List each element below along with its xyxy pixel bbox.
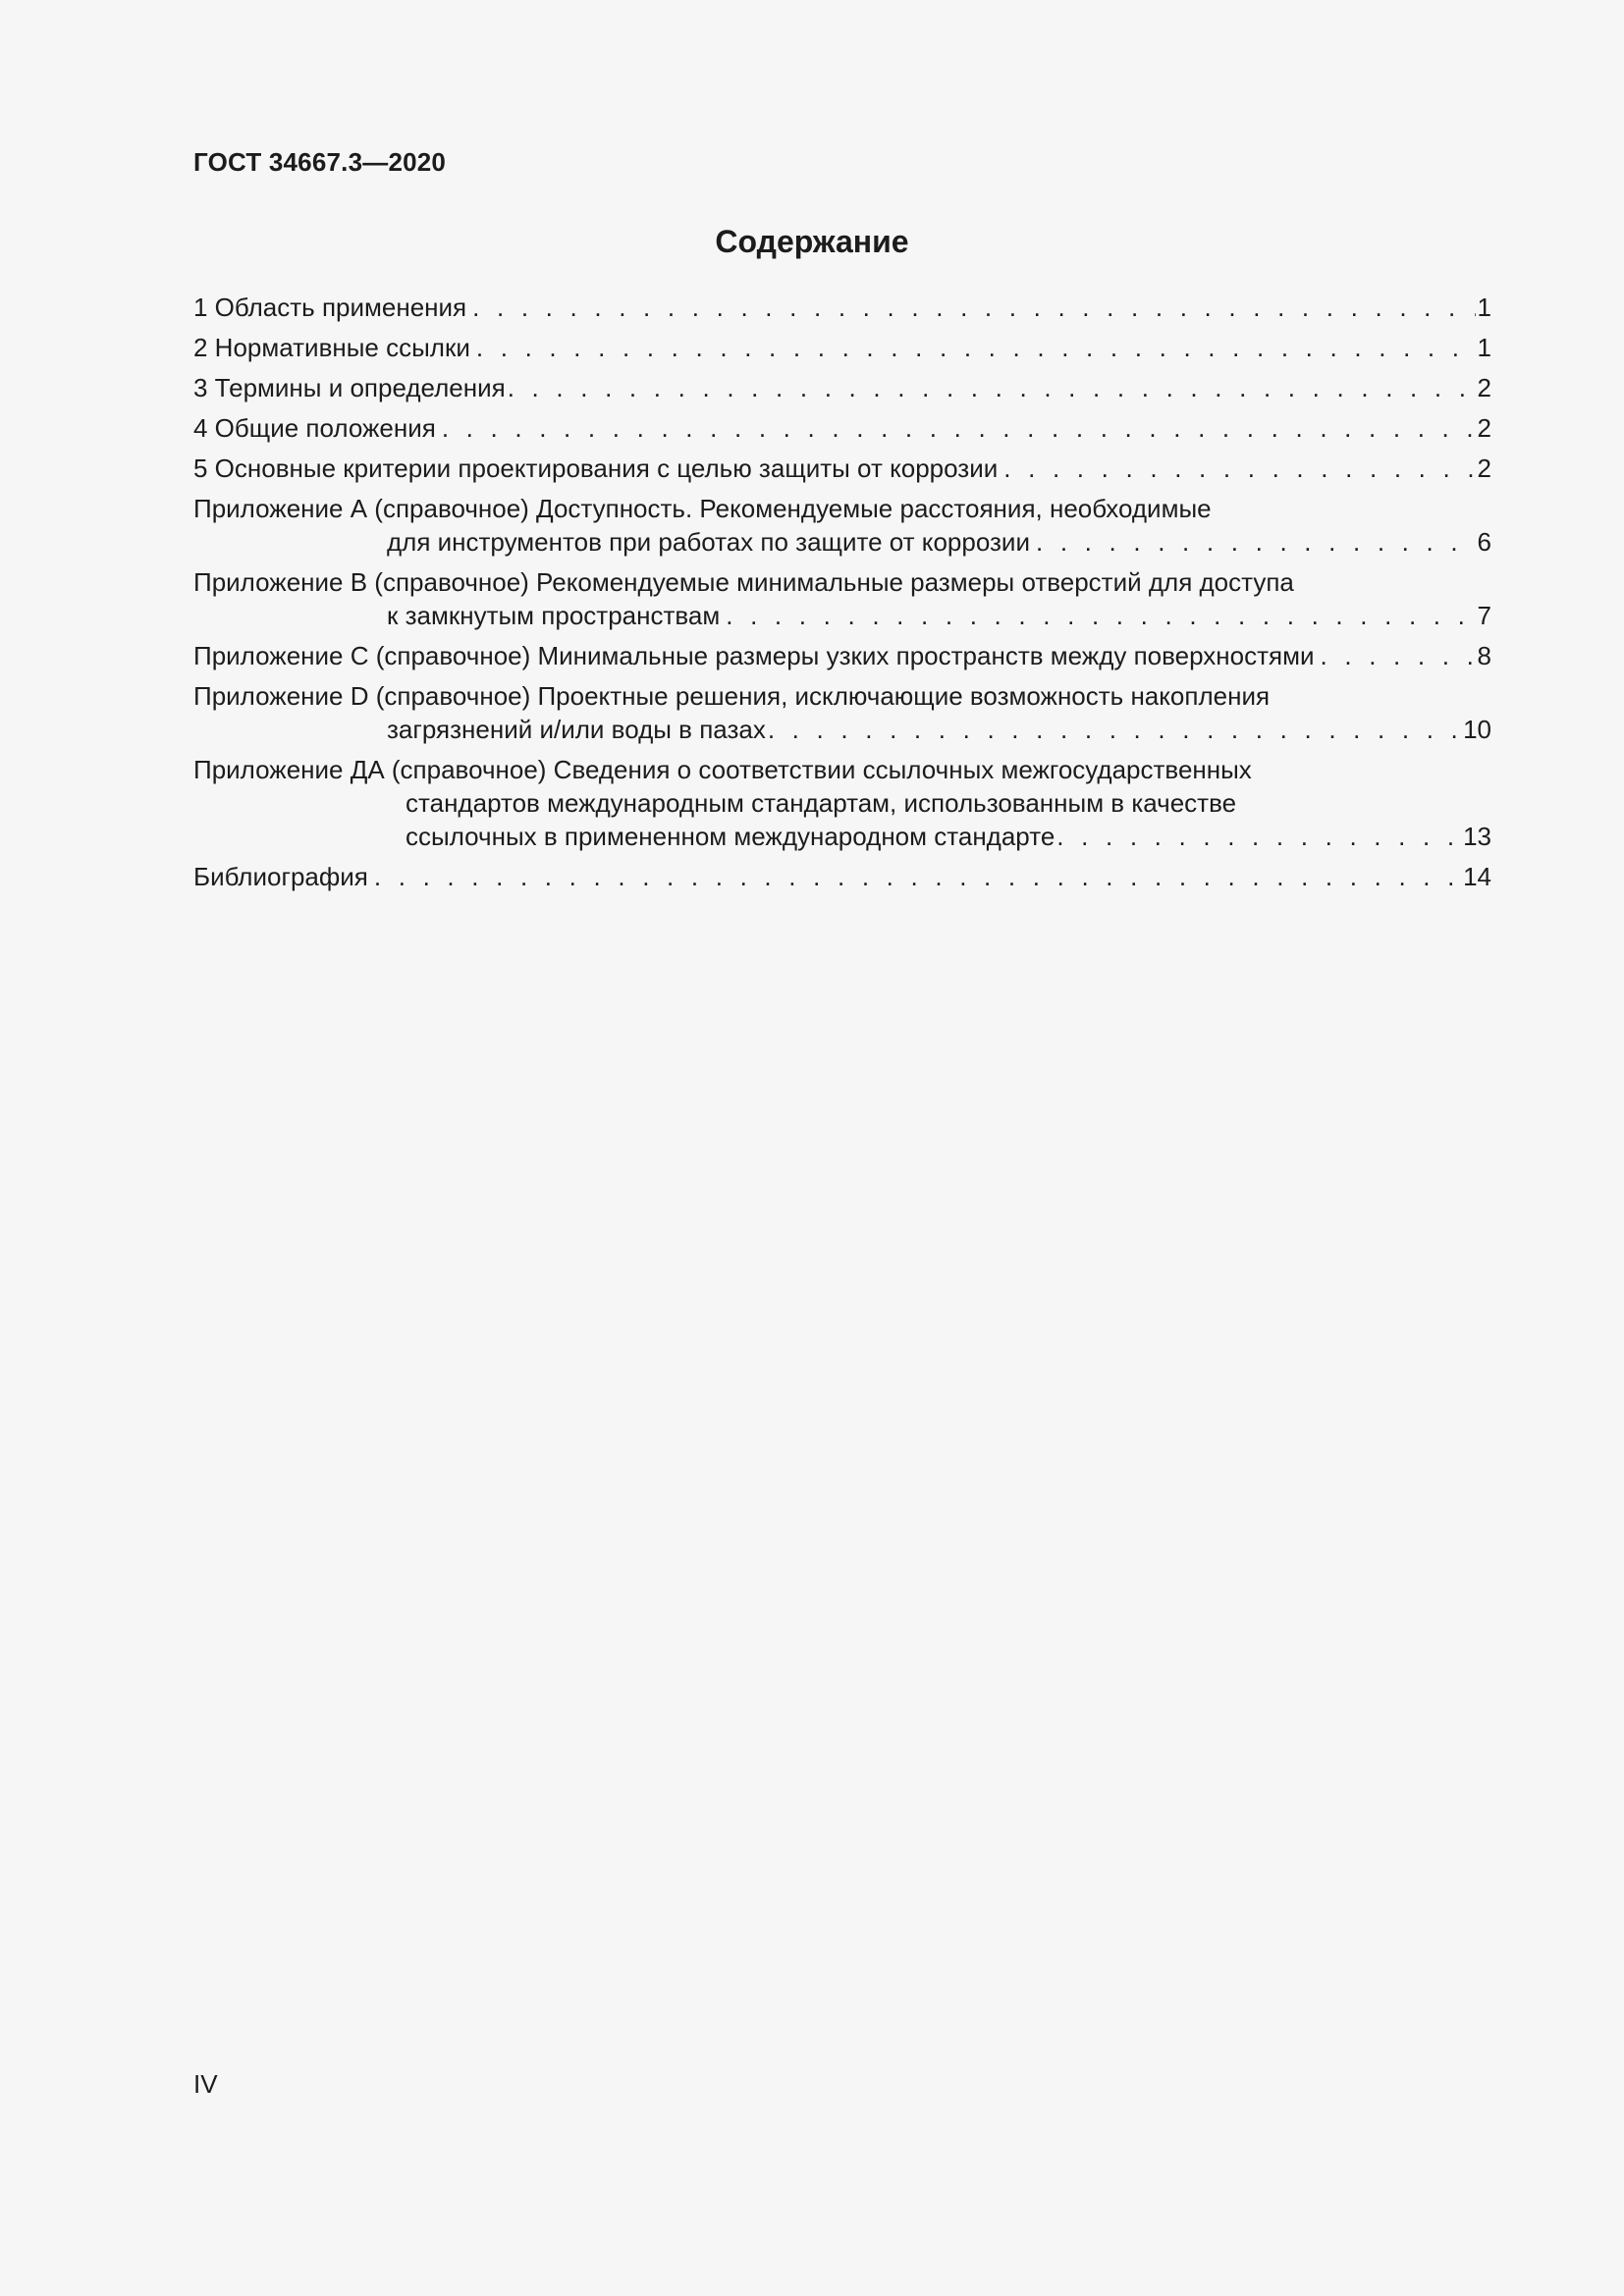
toc-entry-page: 2 xyxy=(1477,373,1491,402)
toc-entry-annex-da[interactable] xyxy=(193,753,1491,853)
toc-entry-normative-references[interactable] xyxy=(193,331,1491,364)
toc-entry-text: 1 Область применения xyxy=(193,293,467,322)
page-number: IV xyxy=(193,2069,218,2099)
toc-entry-text: Приложение С (справочное) Минимальные размеры узких пространств между поверхностями xyxy=(193,641,1315,670)
toc-entry-text: Библиография xyxy=(193,862,368,891)
toc-title: Содержание xyxy=(715,224,909,259)
toc-entry-line: стандартов международным стандартам, использованным в качестве xyxy=(406,788,1237,818)
toc-entry-annex-b[interactable] xyxy=(193,565,1491,632)
toc-entry-annex-a[interactable] xyxy=(193,492,1491,559)
toc-entry-page: 1 xyxy=(1477,293,1491,322)
toc-entry-page: 7 xyxy=(1477,601,1491,630)
toc-entry-line: Приложение D (справочное) Проектные решения, исключающие возможность накопления xyxy=(193,681,1271,711)
dot-leader xyxy=(768,713,1461,746)
toc-entry-page: 13 xyxy=(1463,822,1491,851)
toc-entry-scope[interactable] xyxy=(193,291,1491,324)
toc-entry-page: 10 xyxy=(1463,715,1491,744)
toc-entry-bibliography[interactable] xyxy=(193,860,1491,893)
dot-leader xyxy=(476,331,1476,364)
toc-entry-text: 5 Основные критерии проектирования с целью защиты от коррозии xyxy=(193,454,999,483)
toc-entry-text: 3 Термины и определения xyxy=(193,373,506,402)
toc-entry-page: 8 xyxy=(1477,641,1491,670)
document-code: ГОСТ 34667.3—2020 xyxy=(193,147,447,177)
toc-entry-terms-definitions[interactable] xyxy=(193,371,1491,404)
toc-entry-page: 2 xyxy=(1477,454,1491,483)
toc-entry-annex-d[interactable] xyxy=(193,679,1491,746)
dot-leader xyxy=(1036,525,1476,559)
dot-leader xyxy=(1321,639,1476,672)
toc-entry-design-criteria[interactable] xyxy=(193,452,1491,485)
toc-entry-page: 14 xyxy=(1463,862,1491,891)
toc-entry-page: 2 xyxy=(1477,413,1491,443)
toc-entry-text: к замкнутым пространствам xyxy=(387,601,721,630)
dot-leader xyxy=(472,291,1475,324)
toc-entry-text: ссылочных в примененном международном стандарте xyxy=(406,822,1056,851)
dot-leader xyxy=(374,860,1461,893)
table-of-contents xyxy=(193,291,1491,893)
toc-entry-text: загрязнений и/или воды в пазах xyxy=(387,715,766,744)
toc-entry-general-provisions[interactable] xyxy=(193,411,1491,445)
toc-entry-annex-c[interactable] xyxy=(193,639,1491,672)
toc-entry-page: 1 xyxy=(1477,333,1491,362)
dot-leader xyxy=(1003,452,1475,485)
dot-leader xyxy=(442,411,1476,445)
dot-leader xyxy=(508,371,1476,404)
toc-entry-line: Приложение А (справочное) Доступность. Рекомендуемые расстояния, необходимые xyxy=(193,494,1212,523)
toc-entry-text: для инструментов при работах по защите от коррозии xyxy=(387,527,1030,557)
dot-leader xyxy=(726,599,1475,632)
toc-entry-line: Приложение ДА (справочное) Сведения о соответствии ссылочных межгосударственных xyxy=(193,755,1252,784)
dot-leader xyxy=(1056,820,1461,853)
toc-entry-text: 4 Общие положения xyxy=(193,413,436,443)
toc-entry-line: Приложение В (справочное) Рекомендуемые минимальные размеры отверстий для доступа xyxy=(193,567,1294,597)
toc-entry-text: 2 Нормативные ссылки xyxy=(193,333,470,362)
toc-entry-page: 6 xyxy=(1477,527,1491,557)
